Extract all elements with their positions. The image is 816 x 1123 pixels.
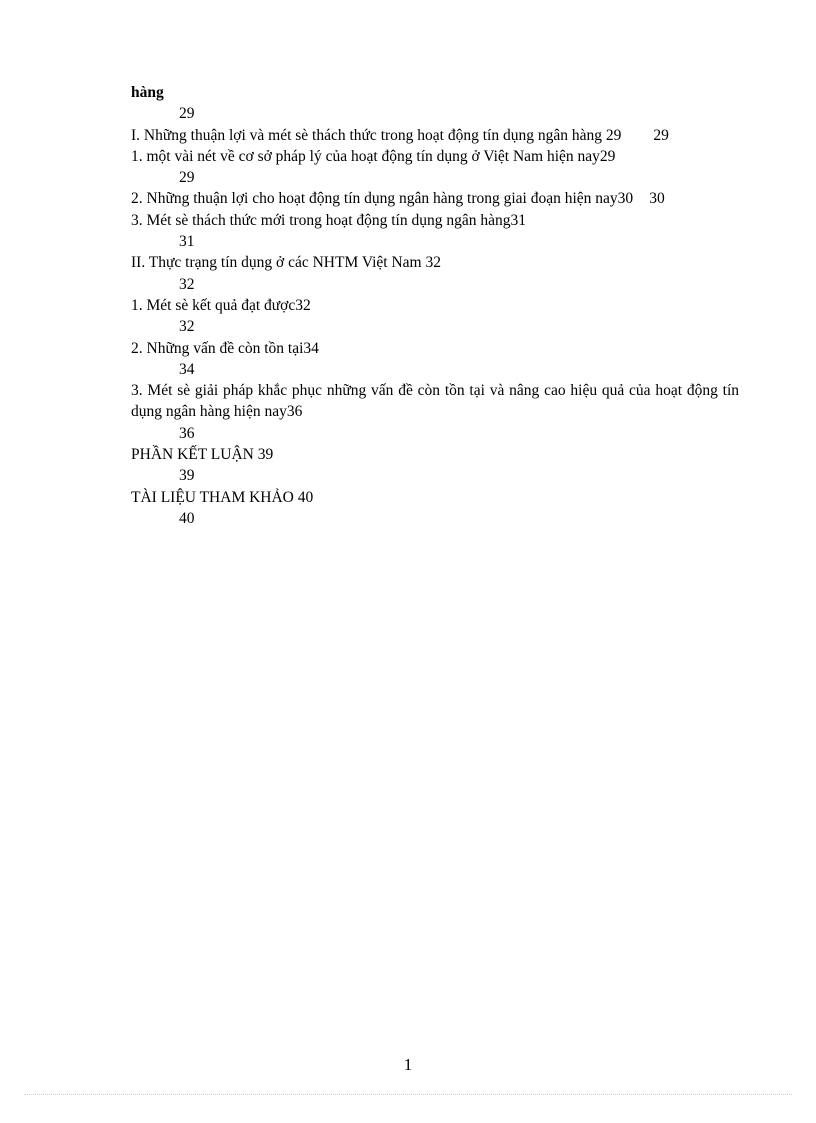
- toc-continuation: hàng: [131, 84, 164, 101]
- toc-entry[interactable]: [131, 252, 751, 273]
- toc-entry-text: I. Những thuận lợi và mét sè thách thức trong hoạt động tín dụng ngân hàng 29: [131, 126, 622, 144]
- toc-entry[interactable]: [131, 295, 751, 316]
- toc-entry[interactable]: [131, 125, 751, 146]
- toc-page-number: 36: [179, 424, 195, 442]
- toc-entry-text: 3. Mét sè thách thức mới trong hoạt động tín dụng ngân hàng31: [131, 211, 526, 229]
- toc-entry-text: 3. Mét sè giải pháp khắc phục những vấn đề còn tồn tại và nâng cao hiệu quả của hoạt động tín dụng ngân hàng hiện nay36: [131, 382, 739, 421]
- table-of-contents: [131, 82, 751, 529]
- toc-entry[interactable]: [131, 444, 751, 465]
- toc-page-number: 32: [179, 318, 195, 336]
- page-footer-number: 1: [403, 1055, 413, 1074]
- toc-page-number: 29: [179, 169, 195, 187]
- toc-page-number: 40: [179, 509, 195, 527]
- toc-entry[interactable]: [131, 146, 751, 167]
- toc-entry[interactable]: [131, 380, 739, 423]
- toc-entry-text: TÀI LIỆU THAM KHẢO 40: [131, 488, 314, 506]
- toc-page-number: 29: [653, 126, 669, 144]
- toc-entry-text: PHẦN KẾT LUẬN 39: [131, 446, 274, 464]
- toc-entry-text: 1. Mét sè kết quả đạt được32: [131, 296, 311, 314]
- toc-entry[interactable]: [131, 188, 751, 209]
- page-bottom-divider: [24, 1094, 792, 1095]
- toc-page-number: 32: [179, 275, 195, 293]
- toc-page-number: 31: [179, 233, 195, 251]
- toc-page-number: 29: [179, 105, 195, 123]
- toc-entry-text: II. Thực trạng tín dụng ở các NHTM Việt Nam 32: [131, 254, 441, 272]
- toc-entry-text: 2. Những thuận lợi cho hoạt động tín dụng ngân hàng trong giai đoạn hiện nay30: [131, 190, 634, 208]
- toc-entry-text: 2. Những vấn đề còn tồn tại34: [131, 339, 319, 357]
- toc-entry[interactable]: [131, 487, 751, 508]
- toc-page-number: 30: [649, 190, 665, 208]
- toc-page-number: 39: [179, 467, 195, 485]
- toc-entry[interactable]: [131, 338, 751, 359]
- toc-page-number: 34: [179, 360, 195, 378]
- toc-entry-text: 1. một vài nét về cơ sở pháp lý của hoạt động tín dụng ở Việt Nam hiện nay29: [131, 147, 616, 165]
- toc-entry[interactable]: [131, 210, 751, 231]
